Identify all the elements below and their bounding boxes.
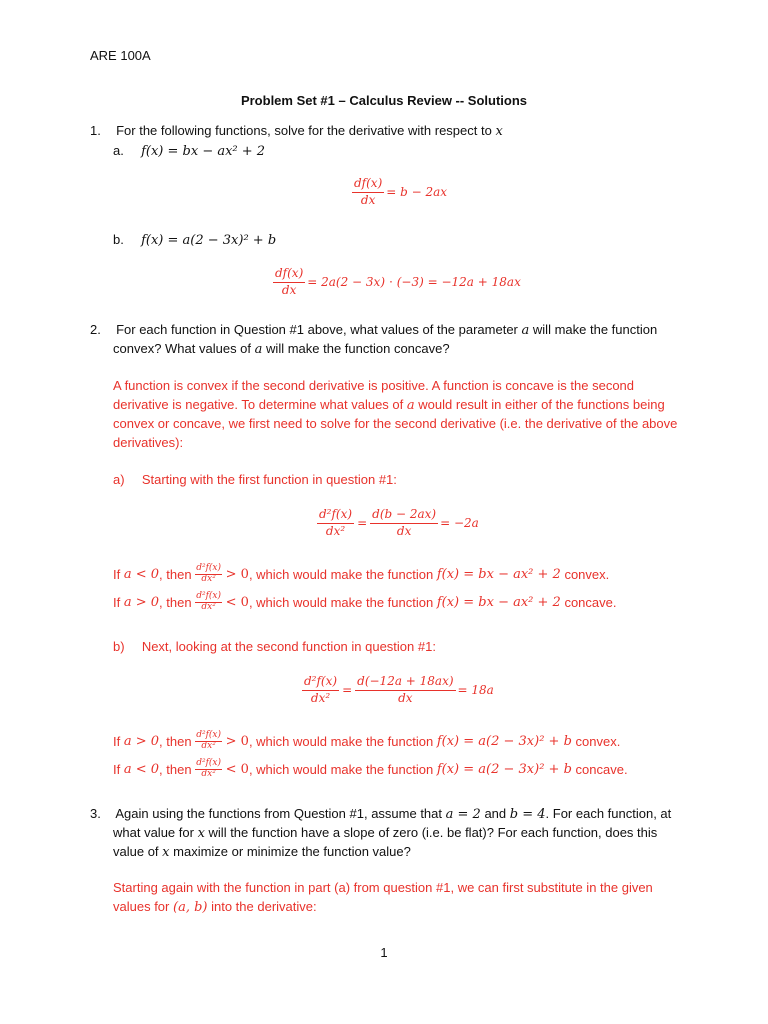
variable: x (197, 826, 205, 841)
numerator: d²f(x) (317, 508, 354, 524)
question-text: value of (113, 844, 159, 859)
variable: a (254, 342, 263, 357)
answer-text (113, 899, 317, 915)
part-text: Starting with the first function in question #1: (141, 472, 397, 487)
part-b-condition-2 (113, 759, 628, 780)
question-2-line-1 (90, 322, 657, 338)
answer-text: Starting again with the function in part (a) from question #1, we can first substitute in the given (113, 880, 653, 895)
denominator: dx (398, 690, 413, 705)
question-text: will the function have a slope of zero (i.e. be flat)? For each function, does this (208, 825, 658, 840)
numerator: d²f(x) (196, 758, 222, 768)
question-text: and (484, 806, 507, 821)
question-3-line-1 (90, 806, 671, 822)
page-number: 1 (380, 945, 388, 960)
answer-segment: would result in either of the functions being (418, 397, 665, 412)
question-text: will make the function concave? (266, 341, 450, 356)
condition-text: , then (159, 733, 192, 749)
function-expression: f(x) = a(2 − 3x)² + b (141, 233, 277, 248)
question-text: Again using the functions from Question #1, assume that (115, 806, 443, 821)
answer-segment: values for (113, 899, 170, 914)
condition-text: If (113, 566, 121, 582)
fraction (317, 508, 354, 539)
part-b-condition-1 (113, 731, 620, 752)
answer-segment: into the derivative: (211, 899, 317, 914)
answer-text (113, 397, 665, 413)
fraction (355, 675, 455, 706)
part-a-second-derivative (317, 508, 479, 539)
question-text: maximize or minimize the function value? (173, 844, 411, 859)
condition-text: , then (159, 566, 192, 582)
q1-part-b (113, 232, 276, 248)
part-a-condition-2 (113, 592, 617, 613)
equals-sign: = (357, 516, 368, 531)
part-a-condition-1 (113, 564, 609, 585)
answer-text: derivatives): (113, 435, 184, 450)
numerator: d(b − 2ax) (370, 508, 438, 524)
condition-text: If (113, 733, 121, 749)
part-text: Next, looking at the second function in question #1: (141, 639, 436, 654)
denominator: dx² (201, 740, 216, 751)
numerator: d(−12a + 18ax) (355, 675, 455, 691)
question-number: 2. (90, 322, 101, 337)
equation-rhs: = 18a (457, 683, 494, 698)
question-1 (90, 123, 503, 139)
condition-text: , which would make the function (248, 594, 434, 610)
part-b-second-derivative (302, 675, 494, 706)
question-3-line-3 (113, 844, 411, 860)
denominator: dx² (325, 523, 346, 538)
answer-text: convex or concave, we first need to solve for the second derivative (i.e. the derivative of the above (113, 416, 678, 431)
fraction (302, 675, 339, 706)
part-label: b. (113, 232, 124, 247)
part-a-heading (113, 472, 397, 487)
q1-part-a (113, 143, 265, 159)
condition-text: convex. (564, 566, 610, 582)
denominator: dx² (201, 601, 216, 612)
numerator: d²f(x) (302, 675, 339, 691)
function-expression: f(x) = bx − ax² + 2 (141, 144, 266, 159)
math-expression: (a, b) (173, 900, 208, 915)
question-text: will make the function (532, 322, 658, 337)
inline-fraction (195, 731, 222, 752)
inline-fraction (195, 564, 222, 585)
condition-text: convex. (575, 733, 621, 749)
q1a-derivative (352, 177, 447, 208)
condition-text: concave. (575, 761, 628, 777)
denominator: dx² (201, 573, 216, 584)
question-text: For each function in Question #1 above, what values of the parameter (116, 322, 518, 337)
condition-expression: a < 0 (123, 566, 160, 582)
equation-rhs: = b − 2ax (386, 185, 448, 200)
condition-text: If (113, 594, 121, 610)
condition-text: , then (159, 594, 192, 610)
function-expression: f(x) = bx − ax² + 2 (436, 594, 561, 610)
denominator: dx² (201, 768, 216, 779)
condition-text: If (113, 761, 121, 777)
condition-text: , which would make the function (248, 566, 434, 582)
answer-segment: derivative is negative. To determine what values of (113, 397, 404, 412)
equation-rhs: = 2a(2 − 3x) ⋅ (−3) = −12a + 18ax (307, 275, 521, 290)
fraction (370, 508, 438, 539)
denominator: dx² (310, 690, 331, 705)
condition-expression: a > 0 (123, 733, 160, 749)
math-expression: a = 2 (445, 807, 481, 822)
part-label: b) (113, 639, 125, 654)
comparison: < 0 (225, 761, 249, 777)
question-text: For the following functions, solve for the derivative with respect to (116, 123, 492, 138)
condition-text: , which would make the function (248, 761, 434, 777)
variable: x (495, 124, 503, 139)
part-b-heading (113, 639, 436, 654)
fraction (352, 177, 384, 208)
answer-text: A function is convex if the second derivative is positive. A function is concave is the second (113, 378, 635, 393)
variable: a (521, 323, 530, 338)
comparison: > 0 (225, 566, 249, 582)
numerator: d²f(x) (196, 563, 222, 573)
condition-text: , which would make the function (248, 733, 434, 749)
function-expression: f(x) = a(2 − 3x)² + b (436, 761, 572, 777)
q1b-derivative (273, 267, 521, 298)
condition-text: concave. (564, 594, 617, 610)
question-text: convex? What values of (113, 341, 252, 356)
denominator: dx (396, 523, 412, 538)
part-label: a. (113, 143, 124, 158)
comparison: > 0 (225, 733, 249, 749)
equals-sign: = (342, 683, 353, 698)
condition-expression: a < 0 (123, 761, 160, 777)
condition-text: , then (159, 761, 192, 777)
numerator: df(x) (352, 177, 384, 193)
inline-fraction (195, 592, 222, 613)
function-expression: f(x) = a(2 − 3x)² + b (436, 733, 572, 749)
condition-expression: a > 0 (123, 594, 160, 610)
math-expression: b = 4 (509, 807, 546, 822)
variable: a (406, 398, 415, 413)
variable: x (162, 845, 170, 860)
fraction (273, 267, 305, 298)
denominator: dx (281, 282, 297, 297)
denominator: dx (360, 192, 376, 207)
numerator: d²f(x) (196, 730, 222, 740)
question-2-line-2 (113, 341, 450, 357)
inline-fraction (195, 759, 222, 780)
part-label: a) (113, 472, 125, 487)
course-header: ARE 100A (90, 48, 151, 63)
question-3-line-2 (113, 825, 657, 841)
function-expression: f(x) = bx − ax² + 2 (436, 566, 561, 582)
comparison: < 0 (225, 594, 249, 610)
question-number: 3. (90, 806, 101, 821)
equation-rhs: = −2a (440, 516, 479, 531)
question-number: 1. (90, 123, 101, 138)
question-text: what value for (113, 825, 194, 840)
numerator: df(x) (273, 267, 305, 283)
question-text: . For each function, at (545, 806, 672, 821)
page-title: Problem Set #1 – Calculus Review -- Solutions (240, 93, 528, 108)
numerator: d²f(x) (196, 591, 222, 601)
